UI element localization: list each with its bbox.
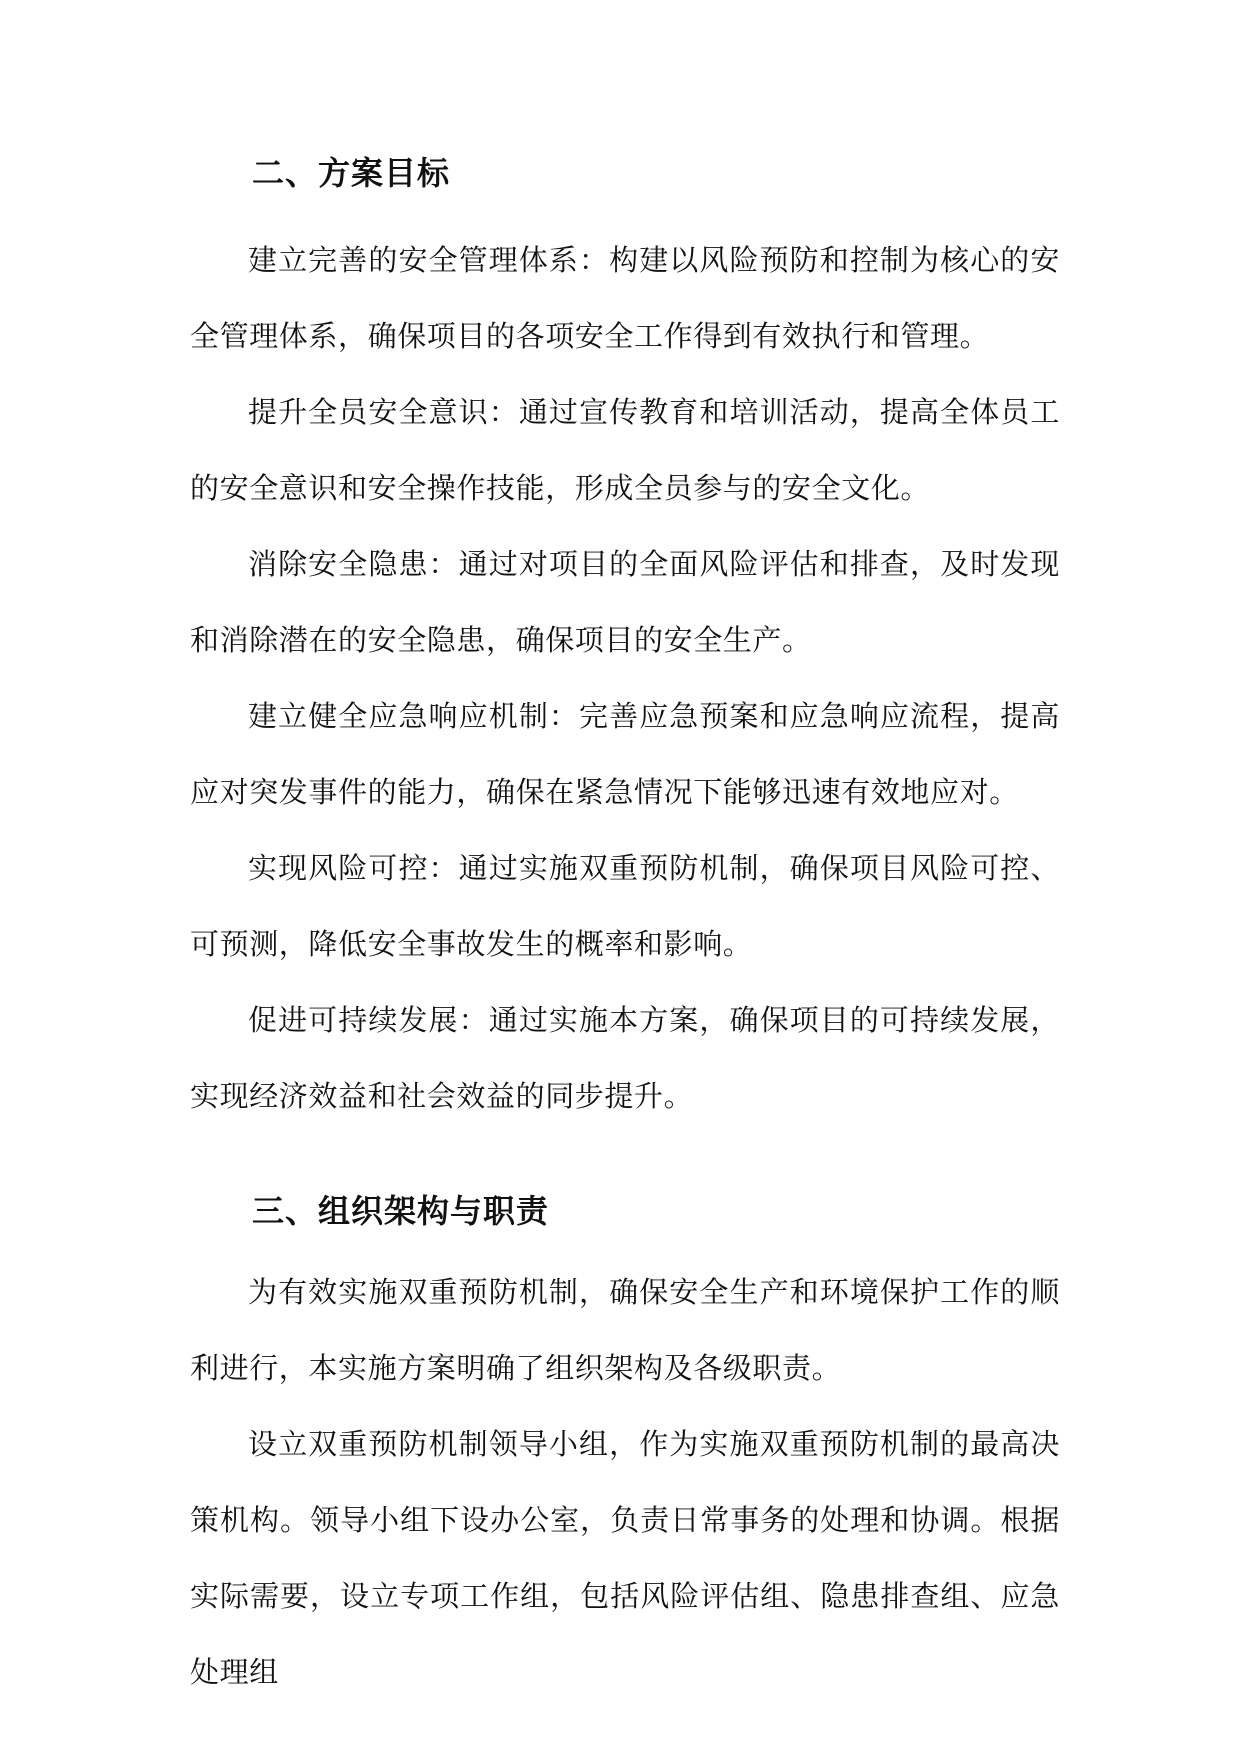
section-heading-organization: 三、组织架构与职责 [252,1192,550,1230]
paragraph: 设立双重预防机制领导小组，作为实施双重预防机制的最高决策机构。领导小组下设办公室，负责日常事务的处理和协调。根据实际需要，设立专项工作组，包括风险评估组、隐患排查组、应急处理组 [190,1427,1060,1689]
paragraph: 为有效实施双重预防机制，确保安全生产和环境保护工作的顺利进行，本实施方案明确了组织架构及各级职责。 [190,1275,1060,1385]
paragraph: 建立健全应急响应机制：完善应急预案和应急响应流程，提高应对突发事件的能力，确保在紧急情况下能够迅速有效地应对。 [190,699,1060,809]
paragraph: 促进可持续发展：通过实施本方案，确保项目的可持续发展，实现经济效益和社会效益的同步提升。 [190,1003,1060,1113]
section-heading-objectives: 二、方案目标 [252,154,451,192]
paragraph: 提升全员安全意识：通过宣传教育和培训活动，提高全体员工的安全意识和安全操作技能，形成全员参与的安全文化。 [190,395,1060,505]
paragraph: 建立完善的安全管理体系：构建以风险预防和控制为核心的安全管理体系，确保项目的各项安全工作得到有效执行和管理。 [190,243,1060,353]
document-body [190,140,1060,1710]
paragraph: 实现风险可控：通过实施双重预防机制，确保项目风险可控、可预测，降低安全事故发生的概率和影响。 [190,851,1060,961]
paragraph: 消除安全隐患：通过对项目的全面风险评估和排查，及时发现和消除潜在的安全隐患，确保项目的安全生产。 [190,547,1060,657]
